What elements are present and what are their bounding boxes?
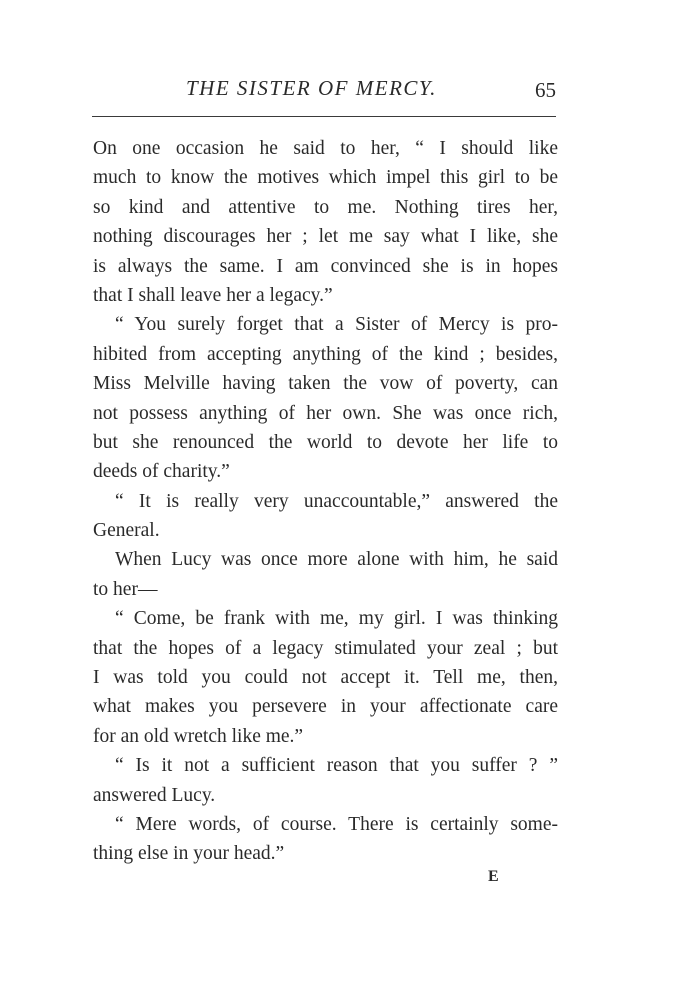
text-line: that the hopes of a legacy stimulated your zeal ; but bbox=[93, 637, 558, 659]
text-line: General. bbox=[93, 520, 160, 542]
text-line: but she renounced the world to devote her life to bbox=[93, 431, 558, 453]
text-line: to her— bbox=[93, 578, 158, 600]
text-line: When Lucy was once more alone with him, he said bbox=[115, 549, 558, 571]
text-line: “ Is it not a sufficient reason that you suffer ? ” bbox=[115, 755, 558, 777]
text-line: much to know the motives which impel this girl to be bbox=[93, 167, 558, 189]
text-line: so kind and attentive to me. Nothing tires her, bbox=[93, 196, 558, 218]
running-head bbox=[92, 76, 562, 106]
text-line: On one occasion he said to her, “ I should like bbox=[93, 138, 558, 159]
signature-mark: E bbox=[488, 868, 499, 885]
text-line: answered Lucy. bbox=[93, 784, 216, 806]
running-title: THE SISTER OF MERCY. bbox=[186, 76, 437, 100]
text-line: that I shall leave her a legacy.” bbox=[93, 284, 333, 306]
text-line: “ Mere words, of course. There is certainly some- bbox=[115, 813, 558, 835]
text-line: “ You surely forget that a Sister of Mercy is pro- bbox=[115, 314, 558, 336]
text-line: “ It is really very unaccountable,” answered the bbox=[115, 490, 558, 512]
text-line: nothing discourages her ; let me say what I like, she bbox=[93, 226, 558, 248]
text-line: what makes you persevere in your affectionate care bbox=[93, 696, 558, 718]
body-text bbox=[93, 134, 558, 869]
text-line: is always the same. I am convinced she is in hopes bbox=[93, 255, 558, 277]
text-line: “ Come, be frank with me, my girl. I was thinking bbox=[115, 608, 558, 630]
header-rule bbox=[92, 116, 556, 117]
page-number: 65 bbox=[535, 78, 556, 102]
text-line: not possess anything of her own. She was once rich, bbox=[93, 402, 558, 424]
text-line: hibited from accepting anything of the kind ; besides, bbox=[93, 343, 558, 365]
text-line: Miss Melville having taken the vow of poverty, can bbox=[93, 373, 558, 395]
text-line: thing else in your head.” bbox=[93, 843, 285, 865]
text-line: for an old wretch like me.” bbox=[93, 725, 304, 747]
text-line: deeds of charity.” bbox=[93, 461, 230, 483]
text-line: I was told you could not accept it. Tell me, then, bbox=[93, 667, 558, 689]
